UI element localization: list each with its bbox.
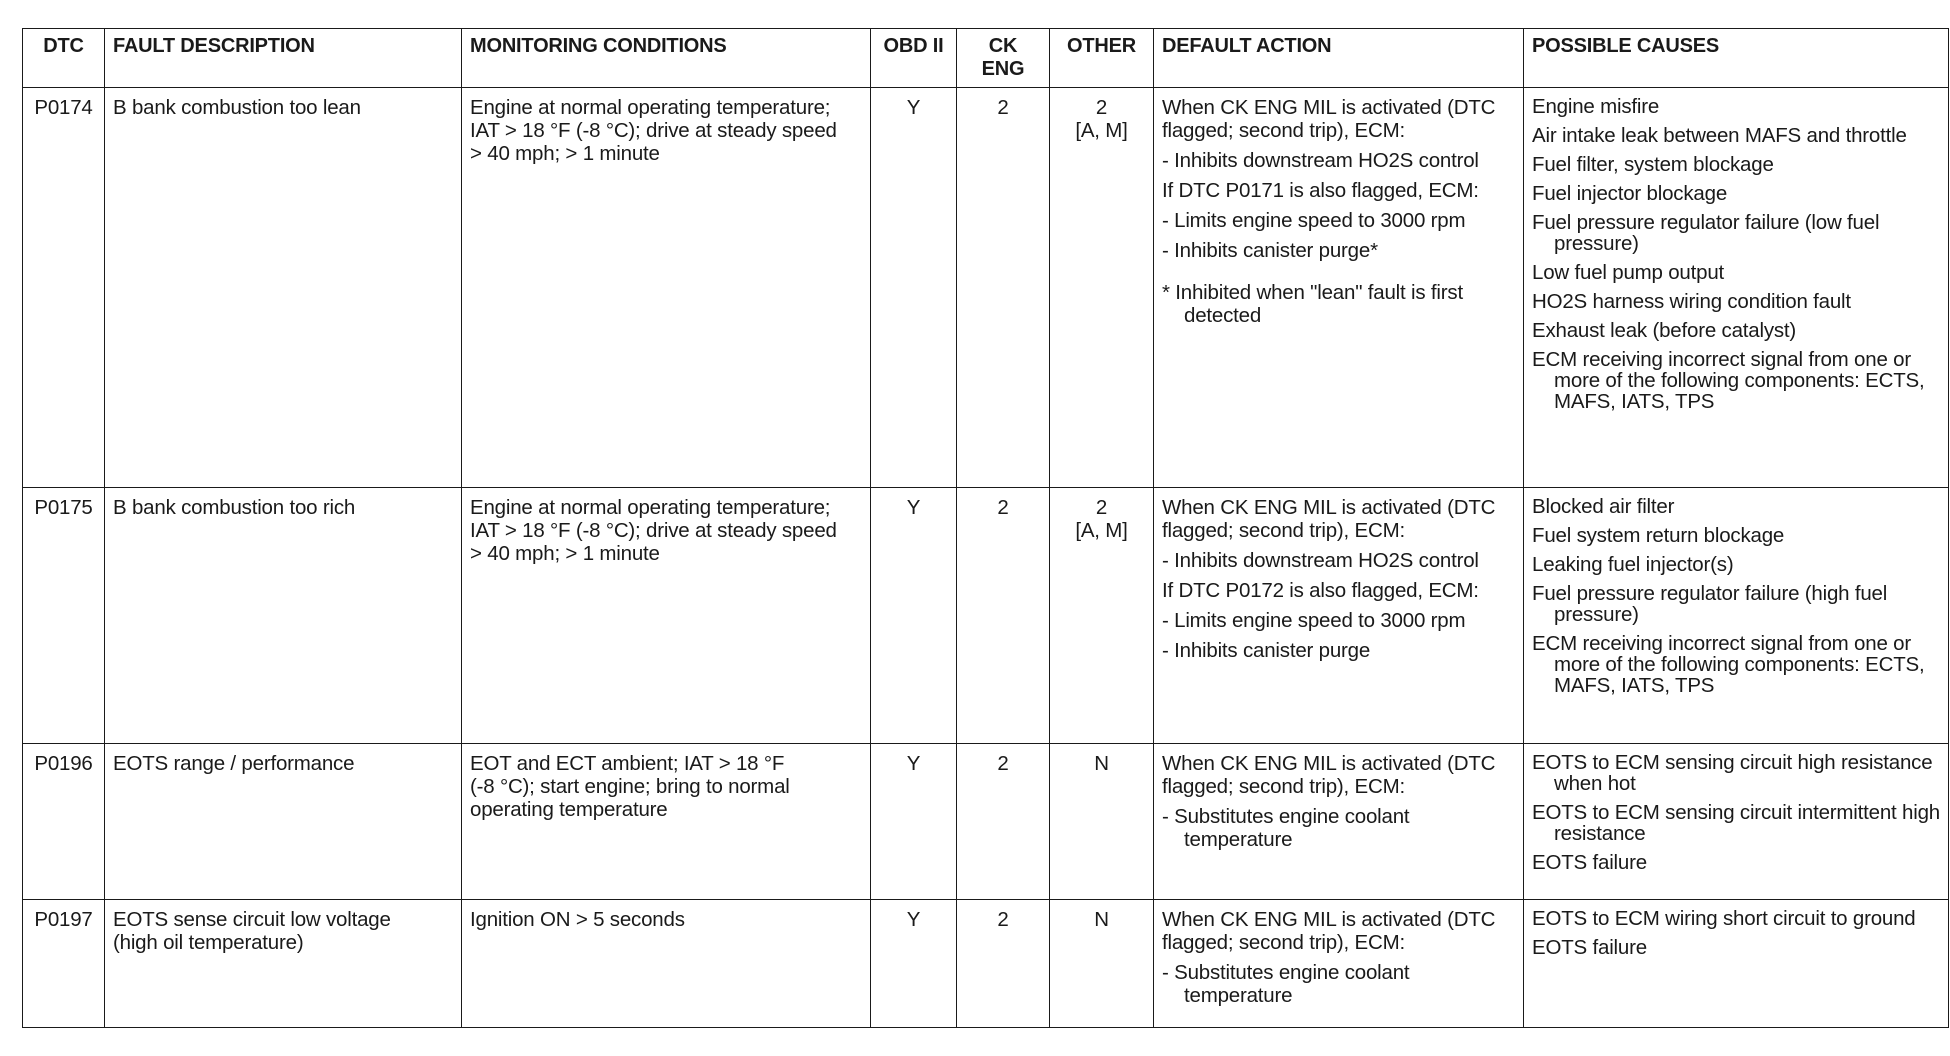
default-action-line: When CK ENG MIL is activated (DTC flagged; second trip), ECM: — [1162, 96, 1496, 142]
ck-eng-value: 2 — [957, 900, 1050, 1028]
default-action-line: - Limits engine speed to 3000 rpm — [1162, 609, 1466, 632]
cause-item: ECM receiving incorrect signal from one or more of the following components: ECTS, MAFS, IATS, TPS — [1532, 632, 1925, 697]
fault-line: EOTS sense circuit low voltage — [113, 908, 391, 931]
other-value — [1050, 488, 1154, 744]
default-action-line: When CK ENG MIL is activated (DTC flagged; second trip), ECM: — [1162, 908, 1496, 954]
other-line: [A, M] — [1075, 119, 1128, 142]
obd-ii-value: Y — [871, 488, 957, 744]
obd-ii-value: Y — [871, 744, 957, 900]
other-line: N — [1094, 752, 1109, 775]
cause-item: Fuel pressure regulator failure (low fuel pressure) — [1532, 211, 1880, 255]
header-row — [23, 29, 1949, 88]
default-action-line: - Inhibits downstream HO2S control — [1162, 149, 1479, 172]
cause-item: Low fuel pump output — [1532, 261, 1725, 284]
cause-item: EOTS to ECM wiring short circuit to ground — [1532, 907, 1916, 930]
cause-item: Fuel pressure regulator failure (high fuel pressure) — [1532, 582, 1888, 626]
cause-item: EOTS to ECM sensing circuit intermittent high resistance — [1532, 801, 1940, 845]
ck-eng-value: 2 — [957, 744, 1050, 900]
default-action-line: - Limits engine speed to 3000 rpm — [1162, 209, 1466, 232]
table-row — [23, 744, 1949, 900]
monitoring-conditions — [462, 88, 871, 488]
other-value — [1050, 744, 1154, 900]
monitoring-line: Engine at normal operating temperature; — [470, 496, 831, 519]
possible-causes — [1524, 900, 1949, 1028]
table-row — [23, 900, 1949, 1028]
other-line: 2 — [1095, 496, 1108, 519]
header-other: OTHER — [1050, 29, 1154, 88]
monitoring-line: (-8 °C); start engine; bring to normal — [470, 775, 790, 798]
obd-ii-value: Y — [871, 900, 957, 1028]
monitoring-line: > 40 mph; > 1 minute — [470, 142, 660, 165]
header-possible-causes: POSSIBLE CAUSES — [1524, 29, 1949, 88]
other-line: [A, M] — [1075, 519, 1128, 542]
fault-description: B bank combustion too lean — [105, 88, 462, 488]
dtc-code: P0196 — [23, 744, 105, 900]
header-fault-description: FAULT DESCRIPTION — [105, 29, 462, 88]
fault-description — [105, 900, 462, 1028]
table-row — [23, 88, 1949, 488]
monitoring-line: operating temperature — [470, 798, 668, 821]
fault-description: B bank combustion too rich — [105, 488, 462, 744]
cause-item: Fuel system return blockage — [1532, 524, 1785, 547]
header-monitoring-conditions: MONITORING CONDITIONS — [462, 29, 871, 88]
default-action — [1154, 744, 1524, 900]
cause-item: Engine misfire — [1532, 95, 1660, 118]
dtc-code: P0174 — [23, 88, 105, 488]
default-action — [1154, 488, 1524, 744]
cause-item: EOTS to ECM sensing circuit high resistance when hot — [1532, 751, 1933, 795]
other-line: N — [1094, 908, 1109, 931]
dtc-code: P0175 — [23, 488, 105, 744]
cause-item: Fuel filter, system blockage — [1532, 153, 1774, 176]
cause-item: HO2S harness wiring condition fault — [1532, 290, 1851, 313]
default-action-line: When CK ENG MIL is activated (DTC flagged; second trip), ECM: — [1162, 752, 1496, 798]
ck-eng-value: 2 — [957, 488, 1050, 744]
table-row — [23, 488, 1949, 744]
cause-item: ECM receiving incorrect signal from one or more of the following components: ECTS, MAFS, IATS, TPS — [1532, 348, 1925, 413]
default-action-footnote: * Inhibited when "lean" fault is first detected — [1162, 281, 1463, 327]
header-ck-eng: CK ENG — [957, 29, 1050, 88]
default-action-line: - Substitutes engine coolant temperature — [1162, 961, 1410, 1007]
default-action-line: - Inhibits downstream HO2S control — [1162, 549, 1479, 572]
default-action-line: - Substitutes engine coolant temperature — [1162, 805, 1410, 851]
monitoring-conditions — [462, 900, 871, 1028]
fault-line: (high oil temperature) — [113, 931, 304, 954]
possible-causes — [1524, 488, 1949, 744]
other-line: 2 — [1095, 96, 1108, 119]
other-value — [1050, 88, 1154, 488]
cause-item: Fuel injector blockage — [1532, 182, 1728, 205]
default-action-line: If DTC P0172 is also flagged, ECM: — [1162, 579, 1479, 602]
monitoring-line: > 40 mph; > 1 minute — [470, 542, 660, 565]
dtc-table — [22, 28, 1949, 1028]
monitoring-line: Ignition ON > 5 seconds — [470, 908, 685, 931]
header-default-action: DEFAULT ACTION — [1154, 29, 1524, 88]
default-action — [1154, 88, 1524, 488]
cause-item: Leaking fuel injector(s) — [1532, 553, 1734, 576]
cause-item: EOTS failure — [1532, 936, 1647, 959]
cause-item: Exhaust leak (before catalyst) — [1532, 319, 1797, 342]
cause-item: Air intake leak between MAFS and throttle — [1532, 124, 1907, 147]
monitoring-line: IAT > 18 °F (-8 °C); drive at steady speed — [470, 519, 837, 542]
obd-ii-value: Y — [871, 88, 957, 488]
monitoring-conditions — [462, 744, 871, 900]
default-action-line: If DTC P0171 is also flagged, ECM: — [1162, 179, 1479, 202]
other-value — [1050, 900, 1154, 1028]
default-action-line: - Inhibits canister purge — [1162, 639, 1371, 662]
header-obd-ii: OBD II — [871, 29, 957, 88]
monitoring-line: EOT and ECT ambient; IAT > 18 °F — [470, 752, 785, 775]
dtc-code: P0197 — [23, 900, 105, 1028]
default-action — [1154, 900, 1524, 1028]
monitoring-line: IAT > 18 °F (-8 °C); drive at steady speed — [470, 119, 837, 142]
fault-description: EOTS range / performance — [105, 744, 462, 900]
ck-eng-value: 2 — [957, 88, 1050, 488]
cause-item: Blocked air filter — [1532, 495, 1675, 518]
possible-causes — [1524, 88, 1949, 488]
monitoring-conditions — [462, 488, 871, 744]
possible-causes — [1524, 744, 1949, 900]
default-action-line: When CK ENG MIL is activated (DTC flagged; second trip), ECM: — [1162, 496, 1496, 542]
header-dtc: DTC — [23, 29, 105, 88]
cause-item: EOTS failure — [1532, 851, 1647, 874]
monitoring-line: Engine at normal operating temperature; — [470, 96, 831, 119]
default-action-line: - Inhibits canister purge* — [1162, 239, 1378, 262]
